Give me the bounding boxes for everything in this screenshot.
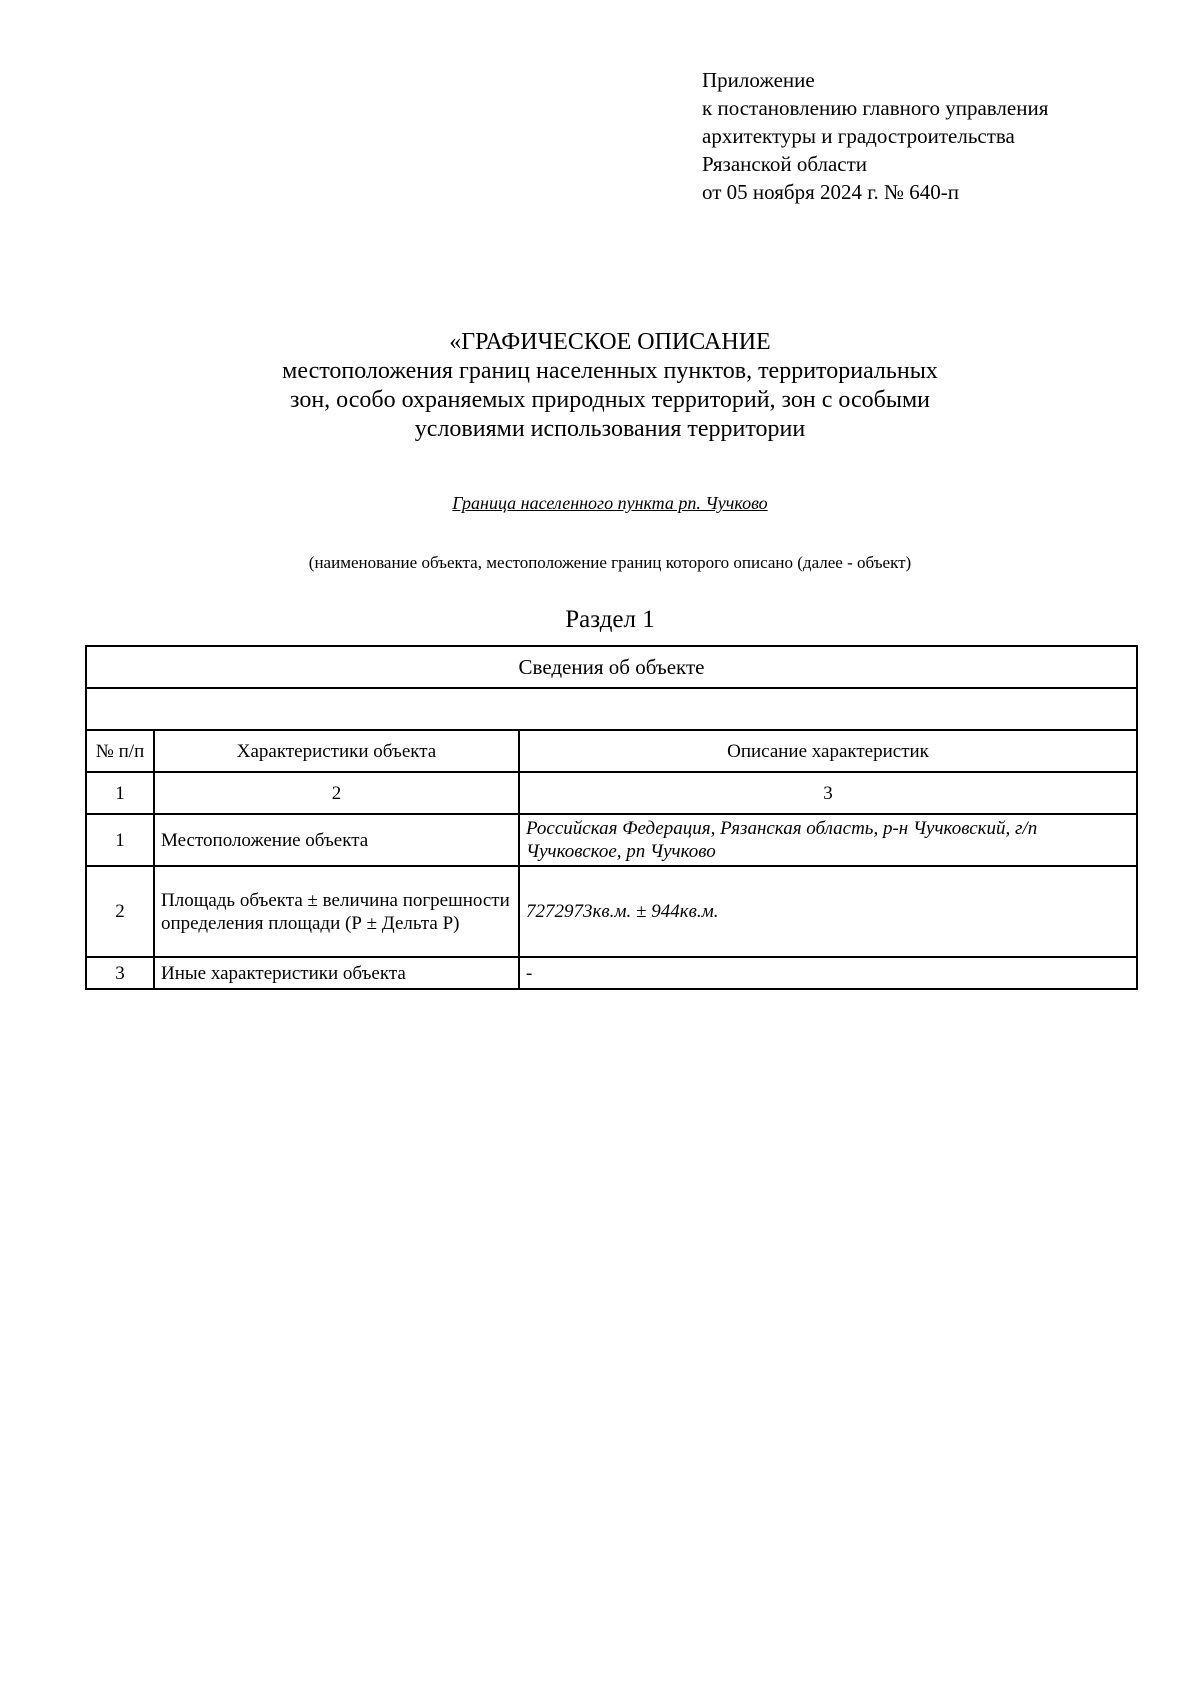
section-title: Раздел 1 xyxy=(565,606,655,633)
table-row xyxy=(86,814,1137,866)
title-line: зон, особо охраняемых природных территорий, зон с особыми xyxy=(289,387,931,413)
header-description: Описание характеристик xyxy=(519,730,1137,772)
header-number: № п/п xyxy=(86,730,154,772)
title-line: местоположения границ населенных пунктов, территориальных xyxy=(282,358,938,384)
column-number: 1 xyxy=(86,772,154,814)
table-caption: Сведения об объекте xyxy=(86,646,1137,688)
row-description: 7272973кв.м. ± 944кв.м. xyxy=(519,866,1137,957)
appendix-line: Приложение xyxy=(702,68,815,92)
row-characteristic: Площадь объекта ± величина погрешности определения площади (Р ± Дельта Р) xyxy=(154,866,519,957)
object-name-hint: (наименование объекта, местоположение границ которого описано (далее - объект) xyxy=(308,553,912,572)
table-caption-row xyxy=(86,646,1137,688)
appendix-header xyxy=(702,66,1048,206)
row-number: 3 xyxy=(86,957,154,989)
table-header-row xyxy=(86,730,1137,772)
table-row xyxy=(86,957,1137,989)
appendix-line: к постановлению главного управления xyxy=(702,96,1049,120)
column-number-row xyxy=(86,772,1137,814)
row-characteristic: Иные характеристики объекта xyxy=(154,957,519,989)
table-row xyxy=(86,866,1137,957)
row-description: Российская Федерация, Рязанская область, р-н Чучковский, г/п Чучковское, рп Чучково xyxy=(519,814,1137,866)
object-name: Граница населенного пункта рп. Чучково xyxy=(452,493,768,513)
table-empty-row xyxy=(86,688,1137,730)
title-line: условиями использования территории xyxy=(414,416,806,442)
document-title xyxy=(85,328,1135,444)
appendix-line: архитектуры и градостроительства xyxy=(702,124,1015,148)
title-line: «ГРАФИЧЕСКОЕ ОПИСАНИЕ xyxy=(449,329,771,355)
table-empty-cell xyxy=(86,688,1137,730)
appendix-date-line: от 05 ноября 2024 г. № 640-п xyxy=(702,180,960,204)
column-number: 3 xyxy=(519,772,1137,814)
header-characteristic: Характеристики объекта xyxy=(154,730,519,772)
column-number: 2 xyxy=(154,772,519,814)
row-number: 2 xyxy=(86,866,154,957)
row-characteristic: Местоположение объекта xyxy=(154,814,519,866)
appendix-line: Рязанской области xyxy=(702,152,868,176)
row-description: - xyxy=(519,957,1137,989)
row-number: 1 xyxy=(86,814,154,866)
object-info-table xyxy=(85,645,1138,990)
